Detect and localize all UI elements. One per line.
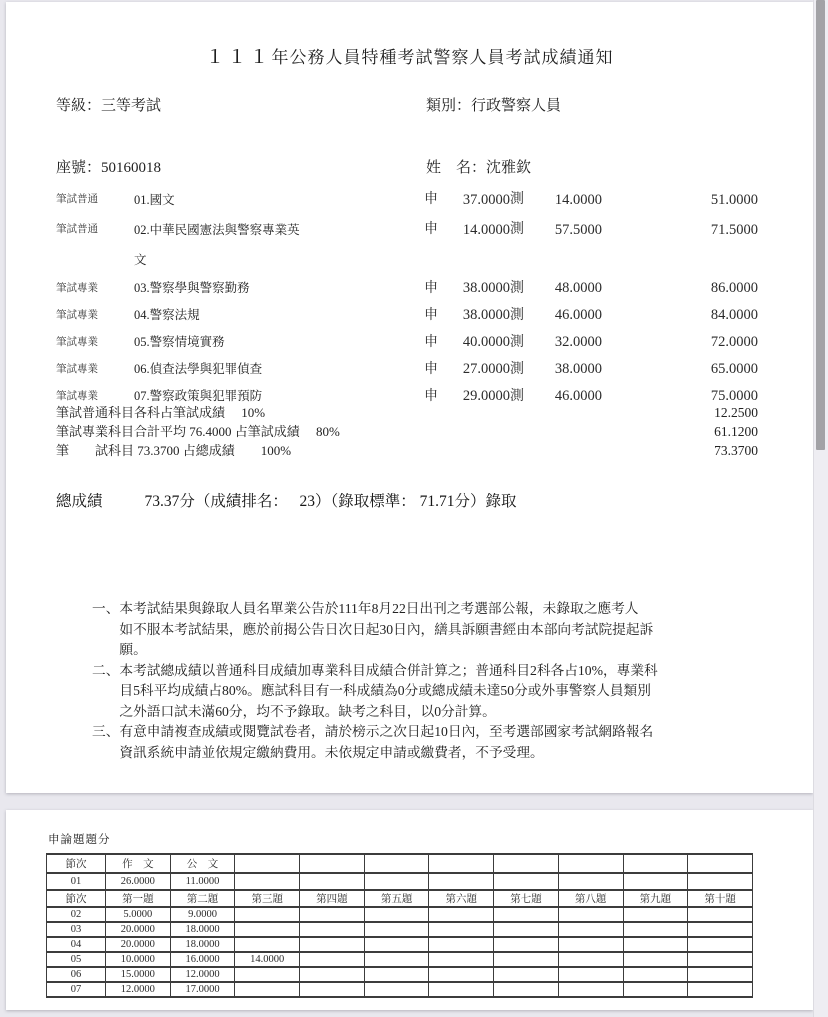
note-line: 二、本考試總成績以普通科目成績加專業科目成績合併計算之；普通科目2科各占10%，專業科 — [92, 662, 658, 678]
table-cell — [235, 907, 300, 922]
table-cell — [364, 854, 429, 873]
summary-label: 筆 試科目 73.3700 占總成績 100% — [56, 443, 292, 458]
essay-table-title: 申論題題分 — [48, 834, 111, 846]
table-cell — [235, 982, 300, 997]
table-cell — [235, 967, 300, 982]
seat-number-label: 座號：50160018 — [56, 160, 162, 176]
test-score-value: 14.0000 — [554, 192, 602, 208]
essay-score-prefix: 申 — [424, 308, 438, 323]
subject-row — [6, 329, 813, 356]
subject-group-label: 筆試專業 — [56, 391, 98, 402]
note-item — [92, 722, 782, 763]
table-cell — [429, 982, 494, 997]
table-cell — [688, 967, 753, 982]
test-score-value: 48.0000 — [554, 280, 602, 296]
table-cell — [235, 937, 300, 952]
table-cell — [494, 967, 559, 982]
subject-name: 01.國文 — [134, 193, 175, 207]
table-cell — [429, 952, 494, 967]
table-cell: 第十題 — [688, 890, 753, 907]
essay-score-value: 37.0000 — [462, 192, 510, 208]
final-score-label: 總成績 — [56, 493, 103, 510]
table-cell: 12.0000 — [106, 982, 171, 997]
essay-score-table — [46, 853, 753, 998]
summary-label: 筆試普通科目各科占筆試成績 10% — [56, 405, 266, 420]
table-cell — [494, 873, 559, 890]
table-cell: 03 — [47, 922, 106, 937]
table-cell — [688, 854, 753, 873]
table-cell — [364, 982, 429, 997]
table-cell: 公 文 — [170, 854, 235, 873]
essay-score-value: 27.0000 — [462, 361, 510, 377]
table-row — [47, 922, 753, 937]
table-row — [47, 873, 753, 890]
table-cell — [558, 937, 623, 952]
subject-group-label: 筆試專業 — [56, 283, 98, 294]
table-cell — [429, 937, 494, 952]
table-cell — [300, 937, 365, 952]
table-row — [47, 907, 753, 922]
summary-value: 73.3700 — [714, 443, 758, 458]
subject-total-score: 72.0000 — [710, 334, 758, 350]
table-cell — [300, 982, 365, 997]
table-cell — [688, 982, 753, 997]
table-cell — [623, 937, 688, 952]
essay-score-prefix: 申 — [424, 362, 438, 377]
table-cell — [494, 922, 559, 937]
score-summary — [6, 403, 813, 460]
summary-row — [6, 441, 813, 460]
table-cell — [300, 873, 365, 890]
table-cell: 節次 — [47, 854, 106, 873]
table-cell: 14.0000 — [235, 952, 300, 967]
subject-row — [6, 185, 813, 215]
table-cell: 作 文 — [106, 854, 171, 873]
table-cell: 5.0000 — [106, 907, 171, 922]
table-cell — [429, 873, 494, 890]
essay-score-prefix: 申 — [424, 281, 438, 296]
table-cell: 第四題 — [300, 890, 365, 907]
table-row — [47, 952, 753, 967]
essay-score-value: 14.0000 — [462, 222, 510, 238]
note-line: 如不服本考試結果，應於前揭公告日次日起30日內，繕具訴願書經由本部向考試院提起訴 — [119, 621, 654, 637]
table-cell: 20.0000 — [106, 937, 171, 952]
category-label: 類別：行政警察人員 — [426, 98, 562, 114]
table-cell: 第三題 — [235, 890, 300, 907]
summary-row — [6, 422, 813, 441]
subject-total-score: 86.0000 — [710, 280, 758, 296]
essay-score-value: 40.0000 — [462, 334, 510, 350]
table-cell — [623, 873, 688, 890]
summary-label: 筆試專業科目合計平均 76.4000 占筆試成績 80% — [56, 424, 340, 439]
table-cell: 第六題 — [429, 890, 494, 907]
subject-total-score: 65.0000 — [710, 361, 758, 377]
subject-name: 07.警察政策與犯罪預防 — [134, 389, 263, 403]
table-cell — [688, 952, 753, 967]
test-score-prefix: 測 — [510, 222, 524, 237]
final-score-line — [56, 489, 773, 511]
table-cell: 10.0000 — [106, 952, 171, 967]
table-cell — [623, 982, 688, 997]
table-cell: 07 — [47, 982, 106, 997]
table-cell — [235, 873, 300, 890]
grade-label: 等級：三等考試 — [56, 98, 162, 114]
table-cell: 第一題 — [106, 890, 171, 907]
subject-group-label: 筆試普通 — [56, 224, 98, 235]
test-score-prefix: 測 — [510, 192, 524, 207]
table-cell — [364, 922, 429, 937]
table-cell — [558, 982, 623, 997]
table-cell — [688, 873, 753, 890]
table-cell: 15.0000 — [106, 967, 171, 982]
table-row — [47, 982, 753, 997]
table-cell — [688, 922, 753, 937]
subject-row — [6, 356, 813, 383]
table-cell: 26.0000 — [106, 873, 171, 890]
table-cell: 18.0000 — [170, 922, 235, 937]
table-cell: 節次 — [47, 890, 106, 907]
table-cell: 18.0000 — [170, 937, 235, 952]
table-cell: 第八題 — [558, 890, 623, 907]
subject-row — [6, 275, 813, 302]
table-cell — [300, 854, 365, 873]
score-notice-page — [6, 2, 813, 793]
notes-section — [92, 599, 782, 763]
table-cell — [429, 967, 494, 982]
essay-score-value: 38.0000 — [462, 307, 510, 323]
test-score-value: 46.0000 — [554, 388, 602, 404]
table-cell — [494, 854, 559, 873]
test-score-value: 46.0000 — [554, 307, 602, 323]
table-cell: 第九題 — [623, 890, 688, 907]
essay-score-prefix: 申 — [424, 335, 438, 350]
table-row — [47, 890, 753, 907]
table-cell — [623, 907, 688, 922]
table-cell — [688, 907, 753, 922]
table-cell: 20.0000 — [106, 922, 171, 937]
subject-name: 02.中華民國憲法與警察專業英文 — [134, 223, 300, 267]
essay-score-value: 38.0000 — [462, 280, 510, 296]
vertical-scrollbar-track[interactable] — [813, 0, 828, 1017]
subject-row — [6, 302, 813, 329]
title-text: 年公務人員特種考試警察人員考試成績通知 — [271, 48, 614, 67]
table-cell: 11.0000 — [170, 873, 235, 890]
document-title — [6, 42, 813, 69]
table-cell — [494, 952, 559, 967]
essay-score-value: 29.0000 — [462, 388, 510, 404]
table-cell — [558, 922, 623, 937]
table-cell — [300, 907, 365, 922]
test-score-value: 32.0000 — [554, 334, 602, 350]
table-cell: 第二題 — [170, 890, 235, 907]
note-line: 目5科平均成績占80%。應試科目有一科成績為0分或總成績未達50分或外事警察人員類別 — [119, 683, 651, 698]
table-cell: 12.0000 — [170, 967, 235, 982]
table-cell — [429, 854, 494, 873]
subject-group-label: 筆試專業 — [56, 337, 98, 348]
test-score-value: 57.5000 — [554, 222, 602, 238]
table-cell — [300, 922, 365, 937]
table-cell — [494, 982, 559, 997]
note-item — [92, 599, 782, 661]
subject-name: 03.警察學與警察勤務 — [134, 281, 250, 295]
table-cell: 02 — [47, 907, 106, 922]
test-score-value: 38.0000 — [554, 361, 602, 377]
summary-row — [6, 403, 813, 422]
table-cell — [235, 854, 300, 873]
summary-value: 61.1200 — [714, 424, 758, 439]
table-cell — [558, 873, 623, 890]
candidate-name-label: 姓 名：沈雅欽 — [426, 160, 532, 176]
subject-name: 04.警察法規 — [134, 308, 200, 322]
table-cell — [364, 907, 429, 922]
test-score-prefix: 測 — [510, 362, 524, 377]
table-cell — [364, 952, 429, 967]
subject-row — [6, 215, 813, 275]
table-cell: 16.0000 — [170, 952, 235, 967]
table-cell — [558, 907, 623, 922]
summary-value: 12.2500 — [714, 405, 758, 420]
table-cell — [364, 967, 429, 982]
subject-total-score: 51.0000 — [710, 192, 758, 208]
table-cell — [300, 952, 365, 967]
table-cell: 06 — [47, 967, 106, 982]
table-row — [47, 937, 753, 952]
essay-score-prefix: 申 — [424, 222, 438, 237]
table-cell: 9.0000 — [170, 907, 235, 922]
subject-score-list — [6, 185, 813, 410]
table-cell — [623, 967, 688, 982]
subject-name: 06.偵查法學與犯罪偵查 — [134, 362, 263, 376]
vertical-scrollbar-thumb[interactable] — [816, 0, 825, 450]
title-year: １１１ — [205, 47, 272, 68]
note-item — [92, 661, 782, 723]
table-cell — [558, 952, 623, 967]
table-cell: 04 — [47, 937, 106, 952]
table-cell — [558, 854, 623, 873]
table-cell: 17.0000 — [170, 982, 235, 997]
essay-score-prefix: 申 — [424, 389, 438, 404]
subject-total-score: 75.0000 — [710, 388, 758, 404]
table-cell — [623, 922, 688, 937]
test-score-prefix: 測 — [510, 335, 524, 350]
table-cell — [558, 967, 623, 982]
table-cell — [429, 922, 494, 937]
subject-group-label: 筆試專業 — [56, 364, 98, 375]
note-line: 願。 — [119, 642, 147, 657]
test-score-prefix: 測 — [510, 281, 524, 296]
note-line: 三、有意申請複查成績或閱覽試卷者，請於榜示之次日起10日內，至考選部國家考試網路報名 — [92, 724, 654, 739]
subject-name: 05.警察情境實務 — [134, 335, 225, 349]
essay-scores-page — [6, 810, 813, 1010]
table-cell: 01 — [47, 873, 106, 890]
table-cell — [300, 967, 365, 982]
table-cell: 第七題 — [494, 890, 559, 907]
test-score-prefix: 測 — [510, 308, 524, 323]
table-cell — [623, 854, 688, 873]
table-cell — [364, 937, 429, 952]
subject-group-label: 筆試普通 — [56, 194, 98, 205]
table-cell — [623, 952, 688, 967]
table-cell — [429, 907, 494, 922]
subject-total-score: 71.5000 — [710, 222, 758, 238]
table-cell — [494, 907, 559, 922]
table-cell: 第五題 — [364, 890, 429, 907]
note-line: 一、本考試結果與錄取人員名單業公告於111年8月22日出刊之考選部公報，未錄取之應考人 — [92, 601, 639, 616]
table-cell: 05 — [47, 952, 106, 967]
table-row — [47, 967, 753, 982]
table-cell — [688, 937, 753, 952]
test-score-prefix: 測 — [510, 389, 524, 404]
subject-total-score: 84.0000 — [710, 307, 758, 323]
final-score-text: 73.37分（成績排名： 23）（錄取標準： 71.71分）錄取 — [144, 493, 517, 510]
table-row — [47, 854, 753, 873]
table-cell — [364, 873, 429, 890]
note-line: 之外語口試未滿60分，均不予錄取。缺考之科目，以0分計算。 — [119, 703, 496, 719]
subject-group-label: 筆試專業 — [56, 310, 98, 321]
essay-score-prefix: 申 — [424, 192, 438, 207]
table-cell — [235, 922, 300, 937]
table-cell — [494, 937, 559, 952]
note-line: 資訊系統申請並依規定繳納費用。未依規定申請或繳費者，不予受理。 — [119, 744, 544, 760]
